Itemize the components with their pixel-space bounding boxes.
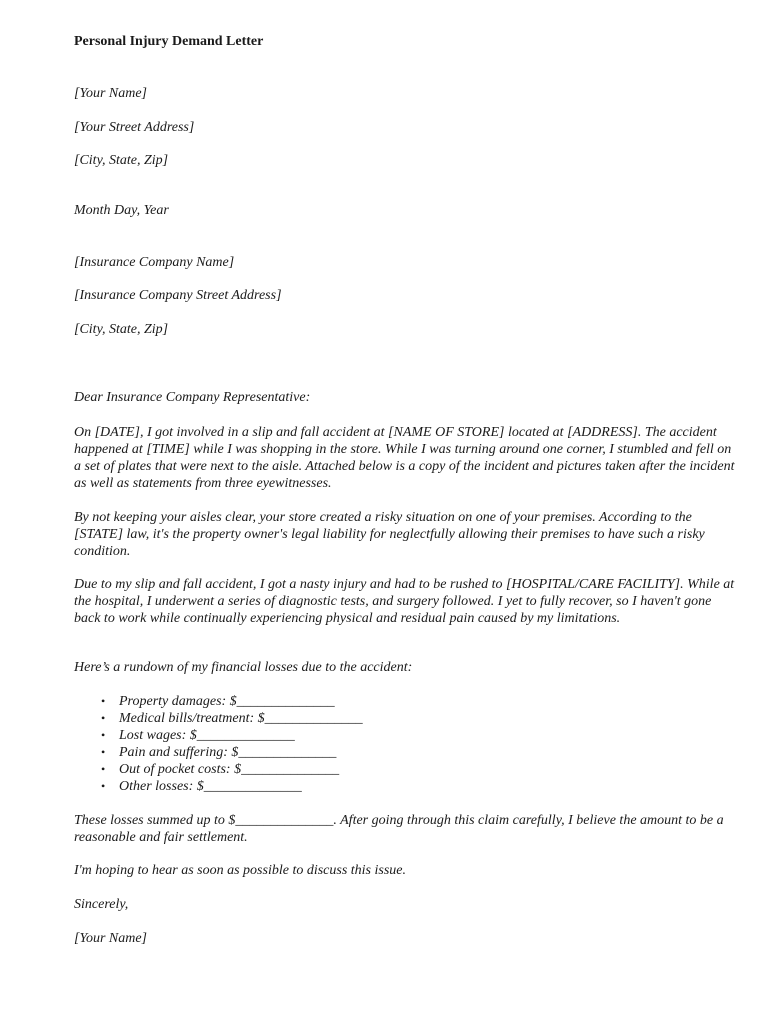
bullet-icon: • [101, 779, 106, 793]
body-paragraph-incident: On [DATE], I got involved in a slip and fall accident at [NAME OF STORE] located at [ADDRESS]. The accident happened at [TIME] while I was shopping in the store. While I was turning around one corner, I stumbled and fell on a set of plates that were next to the aisle. Attached below is a copy of the incident and pictures taken after the incident as well as statements from three eyewitnesses. [74, 425, 735, 491]
loss-property-damages: Property damages: $______________ [119, 694, 335, 709]
closing: Sincerely, [74, 897, 129, 912]
bullet-icon: • [101, 745, 106, 759]
total-paragraph: These losses summed up to $______________. After going through this claim carefully, I believe the amount to be a reasonable and fair settlement. [74, 813, 724, 845]
loss-out-of-pocket: Out of pocket costs: $______________ [119, 762, 340, 777]
closing-request: I'm hoping to hear as soon as possible to discuss this issue. [74, 863, 407, 878]
loss-pain-suffering: Pain and suffering: $______________ [119, 745, 337, 760]
list-item [101, 693, 363, 710]
list-item [101, 727, 363, 744]
losses-list [74, 693, 363, 795]
loss-lost-wages: Lost wages: $______________ [119, 728, 295, 743]
body-paragraph-liability: By not keeping your aisles clear, your store created a risky situation on one of your premises. According to the [STATE] law, it's the property owner's legal liability for neglectfully allowing their premises to have such a risky condition. [74, 510, 705, 559]
bullet-icon: • [101, 762, 106, 776]
recipient-city: [City, State, Zip] [74, 322, 169, 337]
bullet-icon: • [101, 694, 106, 708]
recipient-street: [Insurance Company Street Address] [74, 288, 282, 303]
sender-street: [Your Street Address] [74, 120, 195, 135]
signature-name: [Your Name] [74, 931, 148, 946]
list-item [101, 710, 363, 727]
bullet-icon: • [101, 711, 106, 725]
sender-name: [Your Name] [74, 86, 148, 101]
letter-date: Month Day, Year [74, 203, 169, 218]
list-item [101, 761, 363, 778]
list-item [101, 778, 363, 795]
bullet-icon: • [101, 728, 106, 742]
sender-city: [City, State, Zip] [74, 153, 169, 168]
losses-intro: Here’s a rundown of my financial losses due to the accident: [74, 660, 413, 675]
document-title: Personal Injury Demand Letter [74, 34, 264, 49]
salutation: Dear Insurance Company Representative: [74, 390, 311, 405]
loss-medical-bills: Medical bills/treatment: $______________ [119, 711, 363, 726]
loss-other: Other losses: $______________ [119, 779, 302, 794]
recipient-name: [Insurance Company Name] [74, 255, 235, 270]
list-item [101, 744, 363, 761]
body-paragraph-injury: Due to my slip and fall accident, I got a nasty injury and had to be rushed to [HOSPITAL/CARE FACILITY]. While at the hospital, I underwent a series of diagnostic tests, and surgery followed. I yet to fully recover, so I haven't gone back to work while continually experiencing physical and residual pain caused by my limitations. [74, 577, 735, 626]
